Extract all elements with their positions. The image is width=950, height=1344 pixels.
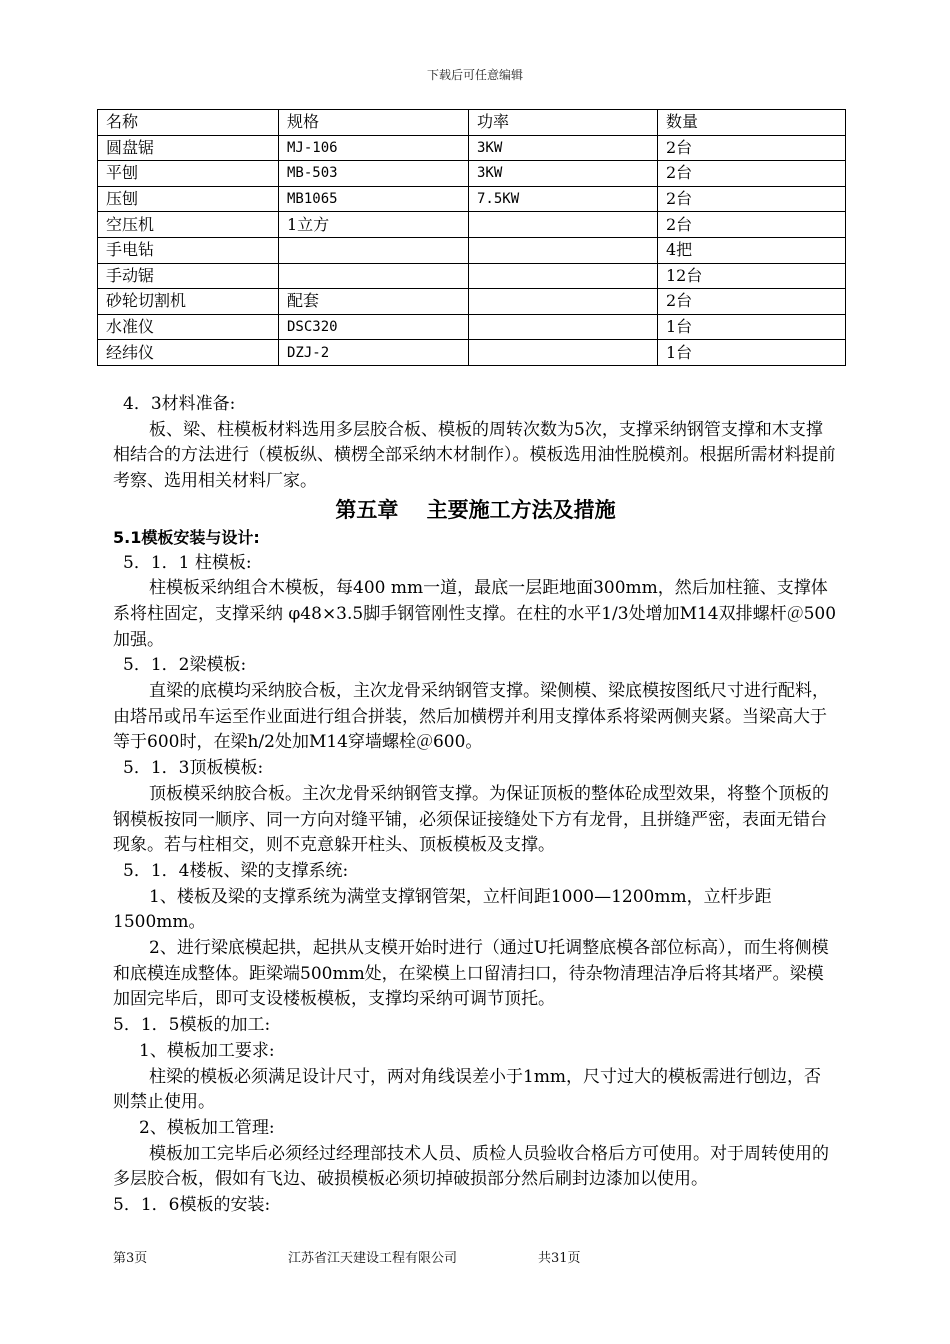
section-5-1-5-sub-2-paragraph: 模板加工完毕后必须经过经理部技术人员、质检人员验收合格后方可使用。对于周转使用的多层胶合板，假如有飞边、破损模板必须切掉破损部分然后刷封边漆加以使用。 — [113, 1143, 829, 1190]
cell-name: 压刨 — [98, 186, 279, 212]
header-note: 下载后可任意编辑 — [426, 68, 523, 82]
cell-quantity: 2台 — [658, 135, 846, 161]
cell-power — [469, 340, 658, 366]
cell-spec: MJ-106 — [279, 135, 469, 161]
footer-page-number: 第3页 — [113, 1251, 148, 1266]
column-header-power: 功率 — [469, 110, 658, 136]
cell-quantity: 2台 — [658, 186, 846, 212]
equipment-table — [97, 109, 846, 366]
cell-quantity: 1台 — [658, 340, 846, 366]
section-5-1-5-sub-2-heading: 2、模板加工管理: — [139, 1117, 275, 1138]
table-row — [98, 237, 846, 263]
table-row — [98, 340, 846, 366]
table-header-row — [98, 110, 846, 136]
cell-power — [469, 237, 658, 263]
table-row — [98, 212, 846, 238]
column-header-spec: 规格 — [279, 110, 469, 136]
section-5-1-5-sub-1-paragraph: 柱梁的模板必须满足设计尺寸，两对角线误差小于1mm，尺寸过大的模板需进行刨边，否则禁止使用。 — [113, 1066, 822, 1113]
table-row — [98, 314, 846, 340]
column-header-name: 名称 — [98, 110, 279, 136]
section-5-1-3-heading: 5．1．3顶板模板: — [123, 758, 264, 779]
section-5-1-heading: 5.1模板安装与设计: — [113, 527, 260, 547]
section-5-1-5-heading: 5．1．5模板的加工: — [113, 1015, 271, 1036]
section-5-1-1-paragraph: 柱模板采纳组合木模板，每400 mm一道，最底一层距地面300mm，然后加柱箍、支撑体系将柱固定，支撑采纳 φ48×3.5脚手钢管刚性支撑。在柱的水平1/3处增加M14双排螺杆＠500加强。 — [113, 578, 837, 650]
section-5-1-2-heading: 5．1．2梁模板: — [123, 655, 247, 676]
cell-quantity: 12台 — [658, 263, 846, 289]
cell-spec: 配套 — [279, 289, 469, 315]
cell-spec: 1立方 — [279, 212, 469, 238]
cell-spec: MB-503 — [279, 161, 469, 187]
section-5-1-2-paragraph: 直梁的底模均采纳胶合板，主次龙骨采纳钢管支撑。梁侧模、梁底模按图纸尺寸进行配料，由塔吊或吊车运至作业面进行组合拼装，然后加横楞并利用支撑体系将梁两侧夹紧。当梁高大于等于600时，在梁h/2处加M14穿墙螺栓＠600。 — [113, 681, 829, 753]
section-5-1-4-heading: 5．1．4楼板、梁的支撑系统: — [123, 860, 349, 881]
section-4-3-paragraph: 板、梁、柱模板材料选用多层胶合板、模板的周转次数为5次，支撑采纳钢管支撑和木支撑相结合的方法进行（模板纵、横楞全部采纳木材制作）。模板选用油性脱模剂。根据所需材料提前考察、选用相关材料厂家。 — [113, 419, 836, 492]
section-5-1-4-paragraph-1: 1、楼板及梁的支撑系统为满堂支撑钢管架，立杆间距1000—1200mm，立杆步距1500mm。 — [113, 886, 772, 933]
document-body — [113, 392, 838, 1219]
cell-quantity: 4把 — [658, 237, 846, 263]
table-row — [98, 161, 846, 187]
cell-power — [469, 314, 658, 340]
cell-spec — [279, 237, 469, 263]
section-5-1-5-sub-1-heading: 1、模板加工要求: — [139, 1040, 275, 1061]
cell-spec: DSC320 — [279, 314, 469, 340]
cell-name: 砂轮切割机 — [98, 289, 279, 315]
chapter-title: 第五章 主要施工方法及措施 — [335, 497, 616, 522]
cell-name: 手动锯 — [98, 263, 279, 289]
cell-name: 空压机 — [98, 212, 279, 238]
cell-spec — [279, 263, 469, 289]
cell-spec: DZJ-2 — [279, 340, 469, 366]
table-row — [98, 263, 846, 289]
cell-name: 圆盘锯 — [98, 135, 279, 161]
cell-power — [469, 212, 658, 238]
section-5-1-6-heading: 5．1．6模板的安装: — [113, 1195, 271, 1216]
section-5-1-4-paragraph-2: 2、进行梁底模起拱，起拱从支模开始时进行（通过U托调整底模各部位标高），而生将侧模和底模连成整体。距梁端500mm处，在梁模上口留清扫口，待杂物清理洁净后将其堵严。梁模加固完毕后，即可支设楼板模板，支撑均采纳可调节顶托。 — [113, 938, 829, 1010]
cell-quantity: 2台 — [658, 212, 846, 238]
table-row — [98, 135, 846, 161]
cell-power: 3KW — [469, 135, 658, 161]
table-row — [98, 289, 846, 315]
section-5-1-3-paragraph: 顶板模采纳胶合板。主次龙骨采纳钢管支撑。为保证顶板的整体砼成型效果，将整个顶板的钢模板按同一顺序、同一方向对缝平铺，必须保证接缝处下方有龙骨，且拼缝严密，表面无错台现象。若与柱相交，则不克意躲开柱头、顶板模板及支撑。 — [113, 783, 829, 856]
cell-name: 经纬仪 — [98, 340, 279, 366]
cell-name: 水准仪 — [98, 314, 279, 340]
cell-spec: MB1065 — [279, 186, 469, 212]
section-4-3-heading: 4．3材料准备: — [123, 394, 236, 414]
footer-total-pages: 共31页 — [538, 1251, 581, 1266]
cell-quantity: 2台 — [658, 289, 846, 315]
footer-company: 江苏省江天建设工程有限公司 — [288, 1251, 458, 1266]
cell-name: 平刨 — [98, 161, 279, 187]
cell-power: 7.5KW — [469, 186, 658, 212]
table-row — [98, 186, 846, 212]
cell-quantity: 1台 — [658, 314, 846, 340]
cell-quantity: 2台 — [658, 161, 846, 187]
cell-name: 手电钻 — [98, 237, 279, 263]
column-header-quantity: 数量 — [658, 110, 846, 136]
cell-power: 3KW — [469, 161, 658, 187]
section-5-1-1-heading: 5．1．1 柱模板: — [123, 552, 252, 573]
cell-power — [469, 289, 658, 315]
cell-power — [469, 263, 658, 289]
